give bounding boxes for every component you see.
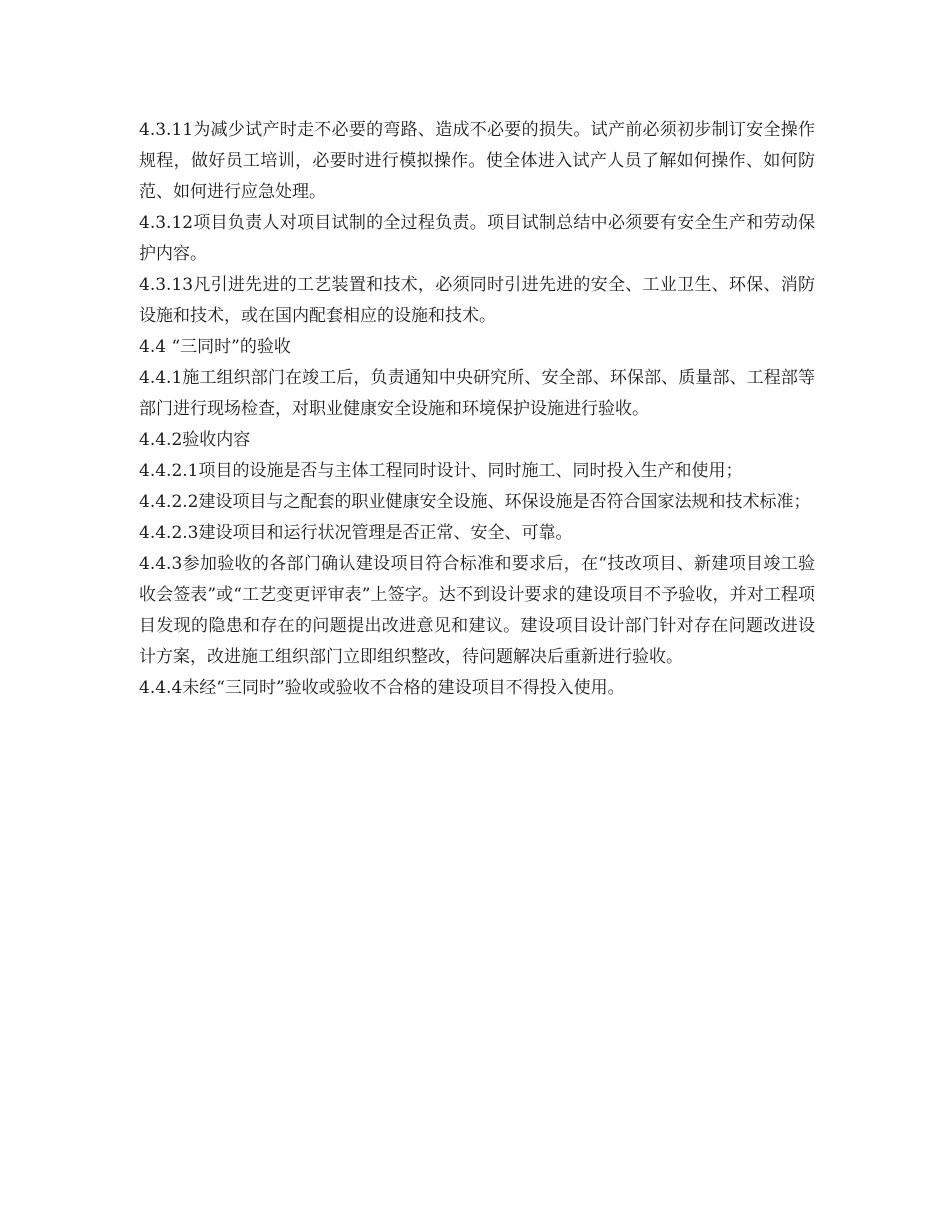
section-heading-4-4: 4.4 “三同时”的验收 (139, 337, 291, 357)
subsection-heading-4-4-2: 4.4.2验收内容 (139, 430, 251, 450)
paragraph-4-4-2-1: 4.4.2.1项目的设施是否与主体工程同时设计、同时施工、同时投入生产和使用； (139, 461, 743, 481)
paragraph-4-4-4: 4.4.4未经“三同时”验收或验收不合格的建设项目不得投入使用。 (139, 678, 625, 698)
paragraph-4-3-11: 4.3.11为减少试产时走不必要的弯路、造成不必要的损失。试产前必须初步制订安全操作规程，做好员工培训，必要时进行模拟操作。使全体进入试产人员了解如何操作、如何防范、如何进行应急处理。 (139, 120, 815, 202)
paragraph-4-4-2-3: 4.4.2.3建设项目和运行状况管理是否正常、安全、可靠。 (139, 523, 573, 543)
paragraph-4-3-13: 4.3.13凡引进先进的工艺装置和技术，必须同时引进先进的安全、工业卫生、环保、消防设施和技术，或在国内配套相应的设施和技术。 (139, 275, 815, 326)
paragraph-4-4-2-2: 4.4.2.2建设项目与之配套的职业健康安全设施、环保设施是否符合国家法规和技术标准； (139, 492, 811, 512)
document-body (139, 115, 815, 704)
paragraph-4-4-3: 4.4.3参加验收的各部门确认建设项目符合标准和要求后，在“技改项目、新建项目竣工验收会签表”或“工艺变更评审表”上签字。达不到设计要求的建设项目不予验收，并对工程项目发现的隐患和存在的问题提出改进意见和建议。建设项目设计部门针对存在问题改进设计方案，改进施工组织部门立即组织整改，待问题解决后重新进行验收。 (139, 554, 815, 667)
paragraph-4-4-1: 4.4.1施工组织部门在竣工后，负责通知中央研究所、安全部、环保部、质量部、工程部等部门进行现场检查，对职业健康安全设施和环境保护设施进行验收。 (139, 368, 815, 419)
paragraph-4-3-12: 4.3.12项目负责人对项目试制的全过程负责。项目试制总结中必须要有安全生产和劳动保护内容。 (139, 213, 815, 264)
